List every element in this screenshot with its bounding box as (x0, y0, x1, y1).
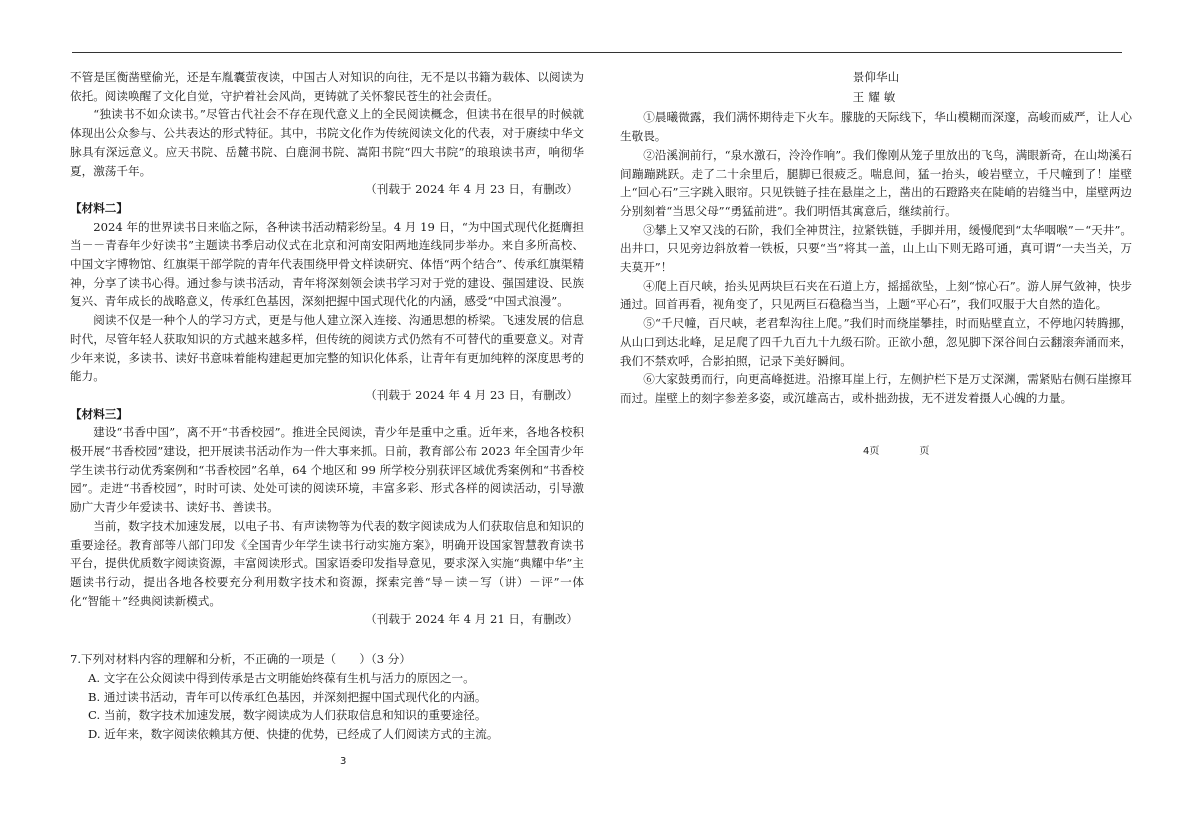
paragraph: 阅读不仅是一种个人的学习方式，更是与他人建立深入连接、沟通思想的桥梁。飞速发展的信息时代，尽管年轻人获取知识的方式越来越多样，但传统的阅读方式仍然有不可替代的重要意义。对青少年来说，多读书、读好书意味着能构建起更加完整的知识化体系，让青年有更加纯粹的深度思考的能力。 (70, 313, 584, 384)
article-author: 王耀敏 (852, 89, 900, 104)
material-heading: 【材料二】 (70, 200, 128, 215)
paragraph: ⑤“千尺幢，百尺峡，老君犁沟往上爬。”我们时而绕崖攀挂，时而贴壁直立，不停地闪转腾挪，从山口到达北峰，足足爬了四千九百九十九级石阶。正欲小憩，忽见脚下深谷间白云翻滚奔涌而来，我们不禁欢呼，合影拍照，记录下美好瞬间。 (620, 316, 1132, 368)
left-column (70, 68, 584, 744)
paragraph: ④爬上百尺峡，抬头见两块巨石夹在石道上方，摇摇欲坠，上刻“惊心石”。游人屏气敛神，快步通过。回首再看，视角变了，只见两巨石稳稳当当，上题“平心石”，我们叹服于大自然的造化。 (620, 278, 1132, 312)
page-label-left: 4页 (863, 446, 880, 457)
paragraph: 2024 年的世界读书日来临之际，各种读书活动精彩纷呈。4 月 19 日，“为中国式现代化挺膺担当－－青春年少好读书”主题读书季启动仪式在北京和河南安阳两地连线同步举办。来自多所高校、中国文字博物馆、红旗渠干部学院的青年代表围绕甲骨文样读研究、体悟“两个结合”、传承红旗渠精神，分享了读书心得。通过参与读书活动，青年将深刻领会读书学习对于党的建设、强国建设、民族复兴、青年成长的战略意义，传承红色基因，深刻把握中国式现代化的内涵，感受“中国式浪漫”。 (70, 219, 584, 309)
page-number: 3 (340, 756, 347, 767)
option-a: A. 文字在公众阅读中得到传承是古文明能始终葆有生机与活力的原因之一。 (88, 670, 475, 685)
paragraph: ⑥大家鼓勇而行，向更高峰挺进。沿擦耳崖上行，左侧护栏下是万丈深渊，需紧贴右侧石崖擦耳而过。崖壁上的刻字参差多姿，或沉雄高古，或朴拙劲拔，无不迸发着摄人心魄的力量。 (620, 372, 1132, 405)
source-note: （刊载于 2024 年 4 月 23 日，有删改） (365, 182, 578, 197)
article-title: 景仰华山 (852, 70, 900, 84)
option-b: B. 通过读书活动，青年可以传承红色基因，并深刻把握中国式现代化的内涵。 (88, 689, 487, 704)
source-note: （刊载于 2024 年 4 月 21 日，有删改） (365, 612, 578, 627)
paragraph: 建设“书香中国”，离不开“书香校园”。推进全民阅读，青少年是重中之重。近年来，各地各校积极开展“书香校园”建设，把开展读书活动作为一件大事来抓。日前，教育部公布 2023 年全国青少年学生读书行动优秀案例和“书香校园”名单，64 个地区和 99 所学校分别获评区域优秀案例和“书香校园”。走进“书香校园”，时时可读、处处可读的阅读环境，丰富多彩、形式各样的阅读活动，引导激励广大青少年爱读书、读好书、善读书。 (70, 425, 584, 515)
page-label-right: 页 (919, 446, 930, 457)
header-rule (72, 52, 1122, 53)
paragraph: ①晨曦微露，我们满怀期待走下火车。朦胧的天际线下，华山模糊而深邃，高峻而威严，让人心生敬畏。 (620, 110, 1132, 144)
right-column (620, 68, 1132, 408)
page-footer (863, 442, 969, 457)
paragraph: “独读书不如众读书。”尽管古代社会不存在现代意义上的全民阅读概念，但读书在很早的时候就体现出公众参与、公共表达的形式特征。其中，书院文化作为传统阅读文化的代表，对于赓续中华文脉具有深远意义。应天书院、岳麓书院、白鹿洞书院、嵩阳书院“四大书院”的琅琅读书声，响彻华夏，激荡千年。 (70, 107, 584, 178)
paragraph: 不管是匡衡凿壁偷光，还是车胤囊萤夜读，中国古人对知识的向往，无不是以书籍为载体、以阅读为依托。阅读唤醒了文化自觉，守护着社会风尚，更铸就了关怀黎民苍生的社会责任。 (70, 70, 584, 103)
source-note: （刊载于 2024 年 4 月 23 日，有删改） (365, 387, 578, 402)
question-7: 7.下列对材料内容的理解和分析，不正确的一项是（ ）（3 分） (70, 652, 411, 667)
material-heading: 【材料三】 (70, 406, 128, 421)
paragraph: ③攀上又窄又浅的石阶，我们全神贯注，拉紧铁链，手脚并用，缓慢爬到“太华咽喉”－“天井”。出井口，只见旁边斜放着一铁板，只要“当”将其一盖，山上山下则无路可通，真可谓“一夫当关，万夫莫开”！ (620, 222, 1132, 275)
option-c: C. 当前，数字技术加速发展，数字阅读成为人们获取信息和知识的重要途径。 (88, 708, 487, 723)
paragraph: 当前，数字技术加速发展，以电子书、有声读物等为代表的数字阅读成为人们获取信息和知识的重要途径。教育部等八部门印发《全国青少年学生读书行动实施方案》，明确开设国家智慧教育读书平台，提供优质数字阅读资源，丰富阅读形式。国家语委印发指导意见，要求深入实施“典耀中华”主题读书行动，提出各地各校要充分利用数字技术和资源，探索完善“导－读－写（讲）－评”一体化“智能＋”经典阅读新模式。 (70, 518, 584, 608)
option-d: D. 近年来，数字阅读依赖其方便、快捷的优势，已经成了人们阅读方式的主流。 (88, 726, 499, 741)
paragraph: ②沿溪涧前行，“泉水激石，泠泠作响”。我们像刚从笼子里放出的飞鸟，满眼新奇，在山坳溪石间蹦蹦跳跃。走了二十余里后，腿脚已很疲乏。喘息间，猛一抬头，峻岩壁立，千尺幢到了！崖壁上“回心石”三字跳入眼帘。只见铁链子挂在悬崖之上，凿出的石蹬路夹在陡峭的岩缝当中，崖壁两边分别刻着“当思父母”“勇猛前进”。我们明悟其寓意后，继续前行。 (620, 147, 1132, 218)
